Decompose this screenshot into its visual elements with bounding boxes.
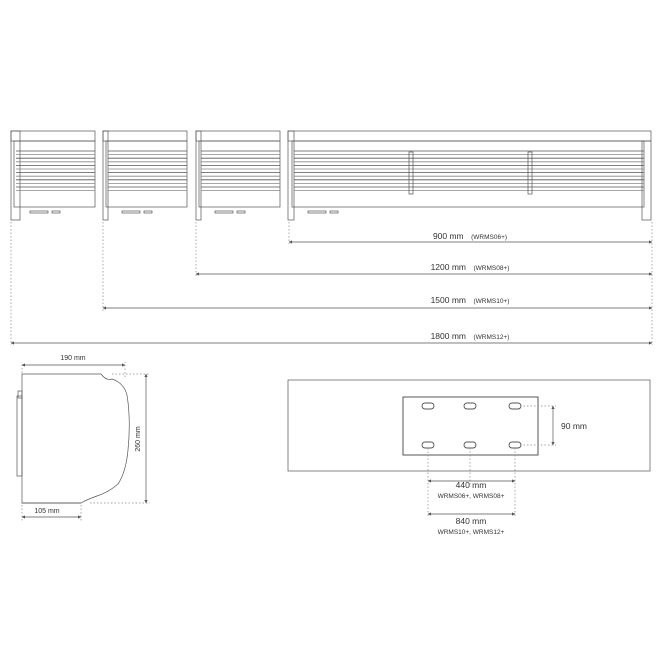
svg-text:900 mm (WRMS06+) (433, 226, 507, 243)
front-view-1800 (11, 131, 95, 220)
front-grille-1800 (16, 151, 95, 191)
dimension-1200 (196, 257, 652, 274)
mounting-hole (509, 403, 521, 409)
mounting-hole (464, 403, 476, 409)
wall-outline (288, 380, 650, 471)
dimension-1800-model: (WRMS12+) (473, 334, 510, 341)
mounting-hole (422, 442, 434, 448)
front-grille-1200 (201, 151, 280, 191)
dimension-1500-value: 1500 mm (430, 295, 467, 305)
dimension-900-value: 900 mm (432, 231, 464, 241)
mounting-hole (509, 442, 521, 448)
dimension-900 (289, 226, 652, 243)
mounting-hole (464, 442, 476, 448)
mounting-bracket (403, 397, 538, 455)
svg-text:1500 mm (WRMS10+) (431, 290, 510, 307)
svg-text:1800 mm (WRMS12+) (431, 326, 510, 343)
dimension-1800-value: 1800 mm (430, 331, 467, 341)
front-grille-900 (294, 151, 644, 191)
front-view-1500 (103, 131, 187, 220)
hole-height-label: 90 mm (561, 421, 587, 431)
front-view-1200 (196, 131, 280, 220)
spacing-large-models: WRMS10+, WRMS12+ (437, 529, 505, 536)
dimension-1500 (103, 290, 652, 308)
dimension-1800 (11, 326, 652, 343)
spacing-small-models: WRMS06+, WRMS08+ (437, 493, 505, 500)
side-height-label: 260 mm (135, 426, 142, 452)
dimension-1200-value: 1200 mm (430, 262, 467, 272)
svg-text:1200 mm (WRMS08+) (431, 257, 510, 274)
side-base-depth-label: 105 mm (34, 508, 60, 515)
dimension-1500-model: (WRMS10+) (473, 298, 510, 305)
dimension-1200-model: (WRMS08+) (473, 265, 510, 272)
side-depth-label: 190 mm (60, 355, 86, 362)
spacing-large-value: 840 mm (455, 516, 487, 526)
mounting-hole (422, 403, 434, 409)
side-view (17, 355, 150, 521)
mounting-holes (422, 403, 521, 448)
side-mount-bracket (17, 396, 22, 476)
spacing-small-value: 440 mm (455, 480, 487, 490)
front-grille-1500 (108, 151, 187, 191)
mounting-plate (288, 380, 650, 536)
dimension-900-model: (WRMS06+) (471, 234, 508, 241)
front-view-900 (288, 131, 651, 220)
